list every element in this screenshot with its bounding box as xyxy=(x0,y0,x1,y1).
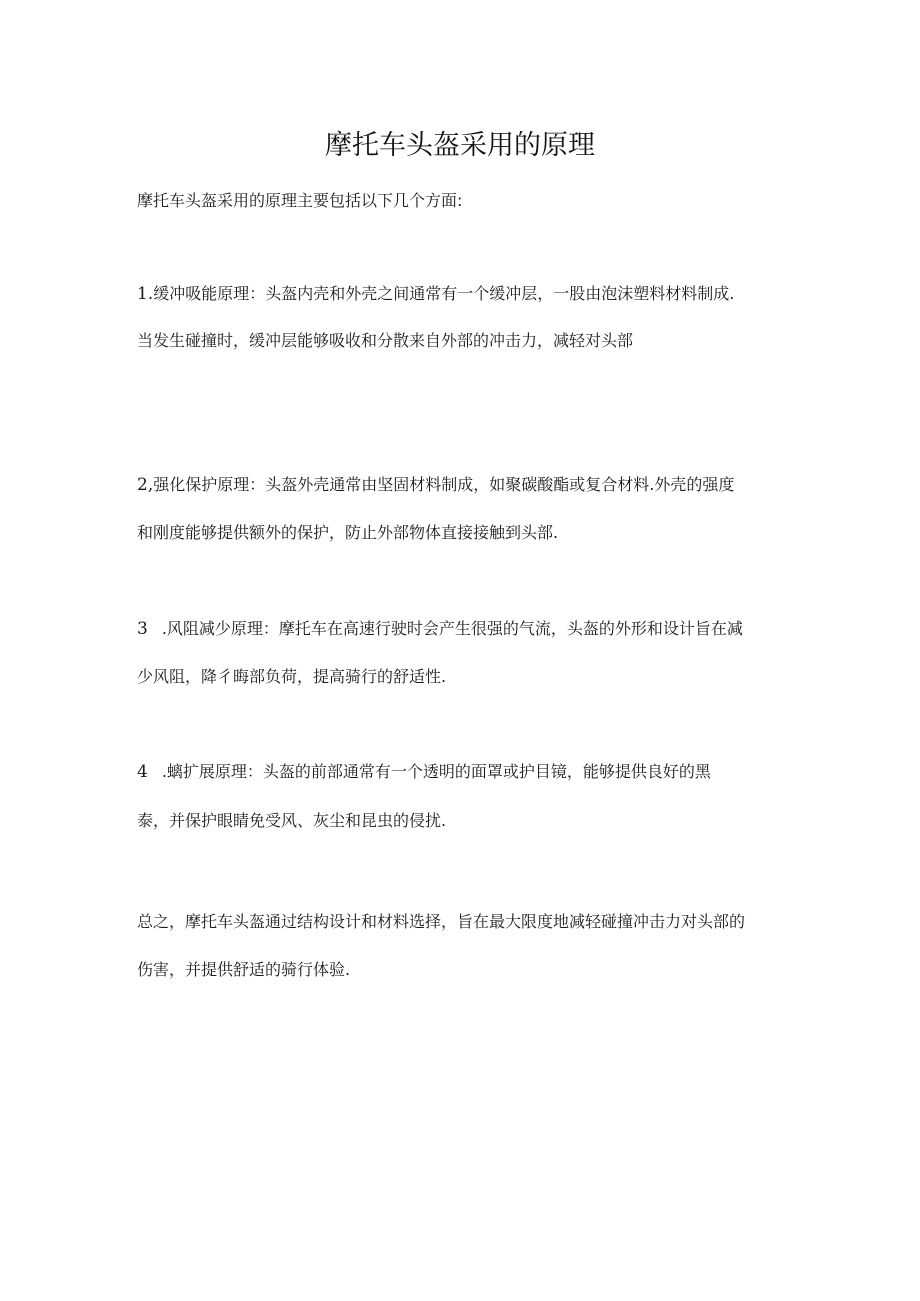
section-3-number: 3 xyxy=(137,619,148,639)
section-1-line-1 xyxy=(137,283,807,305)
intro-text: 摩托车头盔采用的原理主要包括以下几个方面: xyxy=(137,191,463,210)
section-2-line-2: 和刚度能够提供额外的保护，防止外部物体直接接触到头部. xyxy=(137,523,559,542)
section-2-number: 2, xyxy=(137,475,154,495)
section-2-text-1: 强化保护原理：头盔外壳通常由坚固材料制成，如聚碳酸酯或复合材料.外壳的强度 xyxy=(153,475,735,494)
summary-line-1: 总之，摩托车头盔通过结构设计和材料选择，旨在最大限度地减轻碰撞冲击力对头部的 xyxy=(137,912,746,931)
section-4-number: 4 xyxy=(137,762,148,782)
section-3-line-1 xyxy=(137,618,807,640)
section-4-line-1 xyxy=(137,761,807,783)
section-1-number: 1. xyxy=(137,284,154,304)
section-3-line-2: 少风阻，降彳晦部负荷，提高骑行的舒适性. xyxy=(137,667,447,686)
section-3-text-1: .风阻减少原理：摩托车在高速行驶时会产生很强的气流，头盔的外形和设计旨在减 xyxy=(161,619,743,638)
section-4-line-2: 泰，并保护眼睛免受风、灰尘和昆虫的侵扰. xyxy=(137,811,447,830)
section-1-line-2: 当发生碰撞时，缓冲层能够吸收和分散来自外部的冲击力，减轻对头部 xyxy=(137,331,634,350)
page-title: 摩托车头盔采用的原理 xyxy=(325,130,595,161)
summary-line-2: 伤害，并提供舒适的骑行体验. xyxy=(137,960,351,979)
section-1-text-1: 缓冲吸能原理：头盔内壳和外壳之间通常有一个缓冲层，一股由泡沫塑料材料制成. xyxy=(153,284,735,303)
section-4-text-1: .螭扩展原理：头盔的前部通常有一个透明的面罩或护目镜，能够提供良好的黑 xyxy=(161,762,711,781)
section-2-line-1 xyxy=(137,474,807,496)
